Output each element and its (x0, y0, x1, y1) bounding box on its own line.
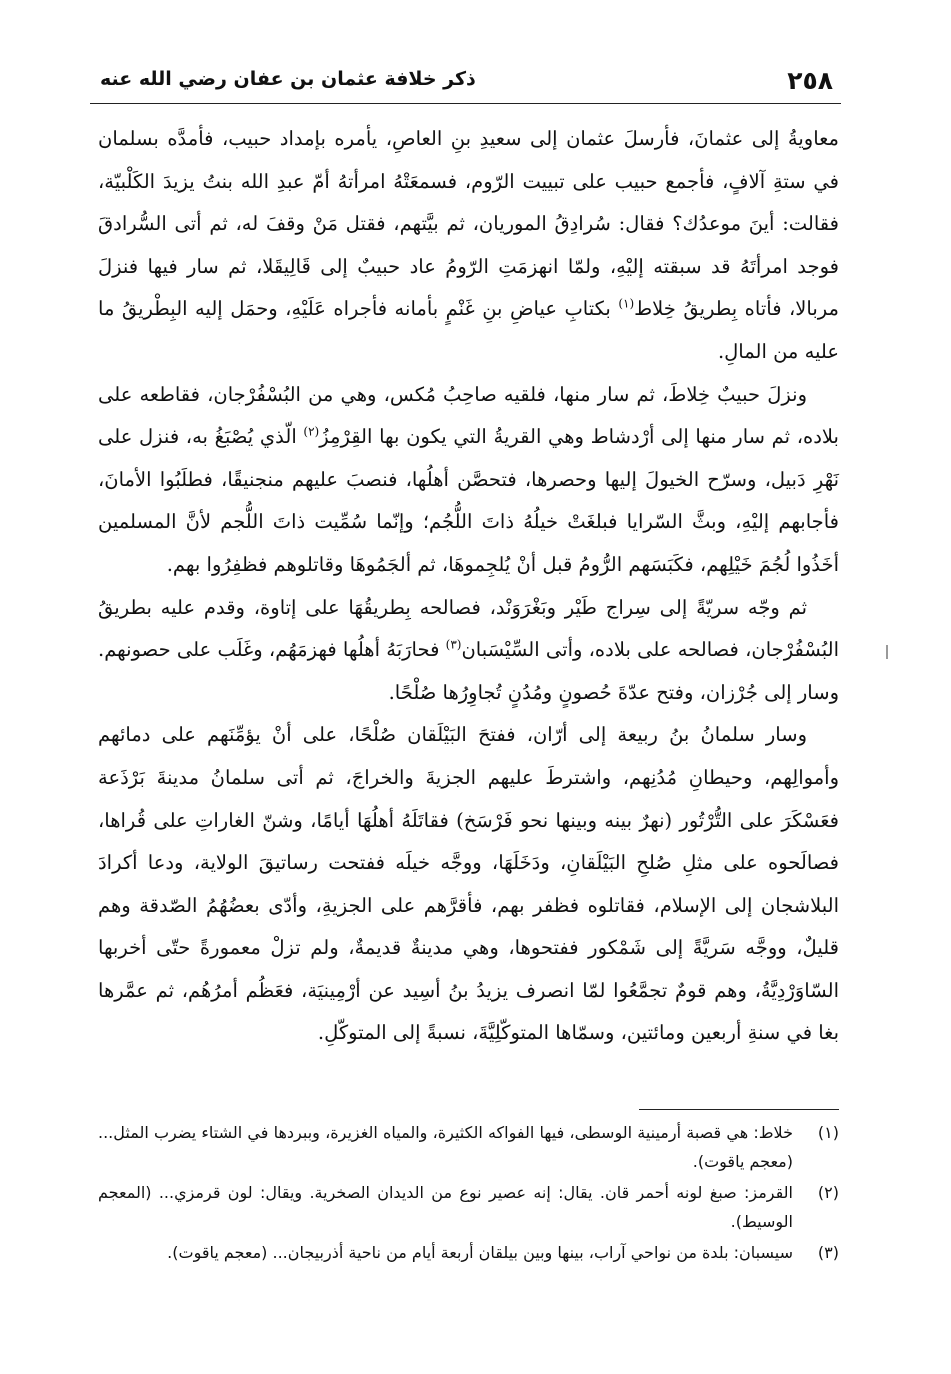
scan-artifact-mark (886, 645, 888, 659)
footnote-number: (١) (817, 1123, 839, 1142)
footnote-number: (٢) (817, 1183, 839, 1202)
footnote-text: القرمز: صبغ لونه أحمر قان. يقال: إنه عصير نوع من الديدان الصخرية. ويقال: لون قرمزي... (المعجم الوسيط). (98, 1183, 793, 1231)
footnote-ref-3: (٣) (445, 637, 462, 652)
footnote-3 (98, 1238, 839, 1267)
footnote-number: (٣) (817, 1243, 839, 1262)
paragraph-2-text-b: الّذي يُصْبَغُ به، فنزل على نَهْرِ دَبيل، وسرّح الخيولَ إليها وحصرها، فتحصَّن أهلُها، فنصبَ عليهم منجنيقًا، فطلَبُوا الأمانَ، فأجابهم إليْهِ، وبثَّ السّرايا فبلغَتْ خيلُهُ ذاتَ اللُّجُم؛ وإنّما سُمِّيت ذاتَ اللُّجم لأنَّ المسلمين أخَذُوا لُجُمَ خَيْلِهم، فكَبَسَهم الرُّومُ قبل أنْ يُلجِموهَا، ثم ألجَمُوهَا وقاتلوهم فظفِرُوا بهم. (98, 425, 839, 576)
footnote-2 (98, 1178, 839, 1236)
footnote-ref-1: (١) (618, 296, 635, 311)
paragraph-2 (98, 374, 839, 587)
footnote-ref-2: (٢) (303, 424, 320, 439)
footnote-text: خلاط: هي قصبة أرمينية الوسطى، فيها الفواكه الكثيرة، والمياه الغزيرة، وببردها في الشتاء يضرب المثل... (معجم ياقوت). (98, 1123, 793, 1171)
paragraph-4 (98, 714, 839, 1055)
paragraph-4-text: وسار سلمانُ بنُ ربيعة إلى أرّان، ففتحَ البَيْلَقان صُلْحًا، على أنْ يؤمِّنَهم على دمائهم وأموالِهم، وحيطانِ مُدُنِهم، واشترطَ عليهم الجزيةَ والخراجَ، ثم أتى سلمانُ مدينةَ بَرْذَعة فعَسْكَرَ على التُّرْتُور (نهرٌ بينه وبينها نحو فَرْسَخ) فقاتَلَهُ أهلُهَا أيامًا، وشنّ الغاراتِ على قُراها، فصالَحوه على مثلِ صُلحِ البَيْلَقانِ، ودَخَلَهَا، ووجَّه خيلَه ففتحت رساتيقَ الولاية، ودعا أكرادَ البلاشجان إلى الإسلام، فقاتلوه فظفر بهم، فأقرَّهم على الجزيةِ، وأدّى بعضُهُمُ الصّدقة وهم قليلٌ، ووجَّه سَريَّةً إلى شَمْكور ففتحوها، وهي مدينةٌ قديمةٌ، ولم تزلْ معمورةً حتّى أخربها السّاوَرْدِيَّةُ، وهم قومٌ تجمَّعُوا لمّا انصرف يزيدُ بنُ أسِيد عن أرْمِينيَة، فعَظُم أمرُهُم، ثم عمَّرها بغا في سنةِ أربعين ومائتين، وسمّاها المتوكّلِيَّةَ، نسبةً إلى المتوكّلِ. (98, 723, 839, 1045)
page-number: ٢٥٨ (787, 66, 833, 95)
footnote-divider (639, 1109, 839, 1110)
main-text (98, 118, 839, 1055)
paragraph-1-text-a: معاويةُ إلى عثمانَ، فأرسلَ عثمان إلى سعيدِ بنِ العاصِ، يأمره بإمداد حبيب، فأمدَّه بسلمان في ستةِ آلافٍ، فأجمع حبيب على تبييت الرّوم، فسمعَتْهُ امرأتهُ أمّ عبدِ الله بنتُ يزيدَ الكَلْبيّة، فقالت: أينَ موعدُك؟ فقال: سُرادِقُ الموريان، ثم بيَّتهم، فقتل مَنْ وقفَ له، ثم أتى السُّرادقَ فوجد امرأتَهُ قد سبقته إليْهِ، ولمّا انهزمَتِ الرّومُ عاد حبيبٌ إلى قَالِيقَلا، ثم سار فيها فنزلَ مربالا، فأتاه بِطريقُ خِلاط (98, 127, 839, 321)
paragraph-3-text-a: ثم وجّه سريّةً إلى سِراج طَيْر وبَغْرَوَنْد، فصالحه بِطريقُهَا على إتاوة، وقدم عليه بطريقُ البُسْفُرْجان، فصالحه على بلاده، وأتى السِّيْسَبان (98, 595, 839, 662)
running-title: ذكر خلافة عثمان بن عفان رضي الله عنه (100, 68, 476, 90)
footnote-1 (98, 1118, 839, 1176)
paragraph-2-text-a: ونزلَ حبيبٌ خِلاطَ، ثم سار منها، فلقيه صاحِبُ مُكس، وهي من البُسْفُرْجان، فقاطعه على بلاده، ثم سار منها إلى أرْدشاط وهي القريةُ التي يكون بها القِرْمِزُ (98, 382, 839, 449)
paragraph-1-text-b: بكتابِ عياضِ بنِ غَنْمٍ بأمانه فأجراه عَلَيْهِ، وحمَل إليه البِطْريقُ ما عليه من المالِ. (98, 297, 839, 363)
footnotes (98, 1118, 839, 1269)
paragraph-3-text-b: فحارَبَهُ أهلُها فهزمَهُم، وغَلَب على حصونهم. وسار إلى جُرْزان، وفتح عدّةَ حُصونٍ ومُدُنٍ تُجاوِرُها صُلْحًا. (98, 638, 839, 704)
page-header (100, 62, 833, 102)
header-divider (90, 103, 841, 104)
paragraph-3 (98, 587, 839, 715)
footnote-text: سيسبان: بلدة من نواحي آراب، بينها وبين بيلقان أربعة أيام من ناحية أذربيجان... (معجم ياقوت). (167, 1243, 793, 1262)
paragraph-1 (98, 118, 839, 374)
